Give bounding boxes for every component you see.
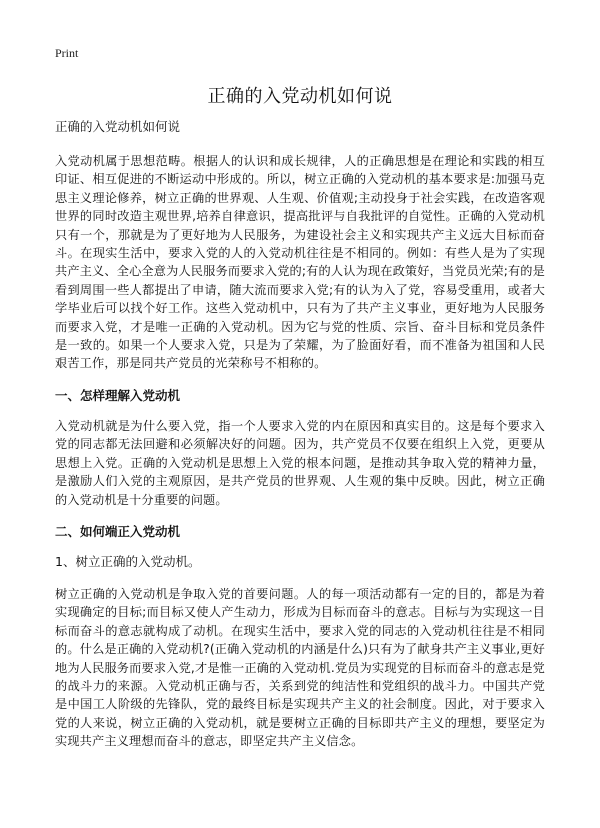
section-2-paragraph: 树立正确的入党动机是争取入党的首要问题。人的每一项活动都有一定的目的，都是为着实现确定的目标;而目标又使人产生动力，形成为目标而奋斗的意志。目标与为实现这一目标而奋斗的意志就构成了动机。在现实生活中，要求入党的同志的入党动机往往是不相同的。什么是正确的入党动机?(正确入党动机的内涵是什么)只有为了献身共产主义事业,更好地为人民服务而要求入党,才是惟一正确的入党动机.党员为实现党的目标而奋斗的意志是党的战斗力的来源。入党动机正确与否，关系到党的纯洁性和党组织的战斗力。中国共产党是中国工人阶级的先锋队，党的最终目标是实现共产主义的社会制度。因此，对于要求入党的人来说，树立正确的入党动机，就是要树立正确的目标即共产主义的理想，要坚定为实现共产主义理想而奋斗的意志，即坚定共产主义信念。 [55,586,545,749]
print-label[interactable]: Print [55,46,79,60]
article-body [55,118,545,765]
article-subtitle: 正确的入党动机如何说 [55,119,181,134]
section-1-paragraph: 入党动机就是为什么要入党，指一个人要求入党的内在原因和真实目的。这是每个要求入党的同志都无法回避和必须解决好的问题。因为，共产党员不仅要在组织上入党，更要从思想上入党。正确的入党动机是思想上入党的根本问题，是推动其争取入党的精神力量，是激励人们入党的主观原因，是共产党员的世界观、人生观的集中反映。因此，树立正确的入党动机是十分重要的问题。 [55,418,545,507]
page-title: 正确的入党动机如何说 [207,86,393,107]
section-2-heading: 二、如何端正入党动机 [55,523,181,539]
section-1-heading: 一、怎样理解入党动机 [55,387,181,403]
section-2-item-1: 1、树立正确的入党动机。 [55,553,201,569]
intro-paragraph: 入党动机属于思想范畴。根据人的认识和成长规律，人的正确思想是在理论和实践的相互印证、相互促进的不断运动中形成的。所以，树立正确的入党动机的基本要求是:加强马克思主义理论修养，树立正确的世界观、人生观、价值观;主动投身于社会实践，在改造客观世界的同时改造主观世界,培养自律意识，提高批评与自我批评的自觉性。正确的入党动机只有一个，那就是为了更好地为人民服务，为建设社会主义和实现共产主义远大目标而奋斗。在现实生活中，要求入党的人的入党动机往往是不相同的。例如：有些人是为了实现共产主义、全心全意为人民服务而要求入党的;有的人认为现在政策好，当党员光荣;有的是看到周围一些人都提出了申请，随大流而要求入党;有的认为入了党，容易受重用，或者大学毕业后可以找个好工作。这些入党动机中，只有为了共产主义事业，更好地为人民服务而要求入党，才是唯一正确的入党动机。因为它与党的性质、宗旨、奋斗目标和党员条件是一致的。如果一个人要求入党，只是为了荣耀，为了脸面好看，而不准备为祖国和人民艰苦工作，那是同共产党员的光荣称号不相称的。 [55,154,545,371]
